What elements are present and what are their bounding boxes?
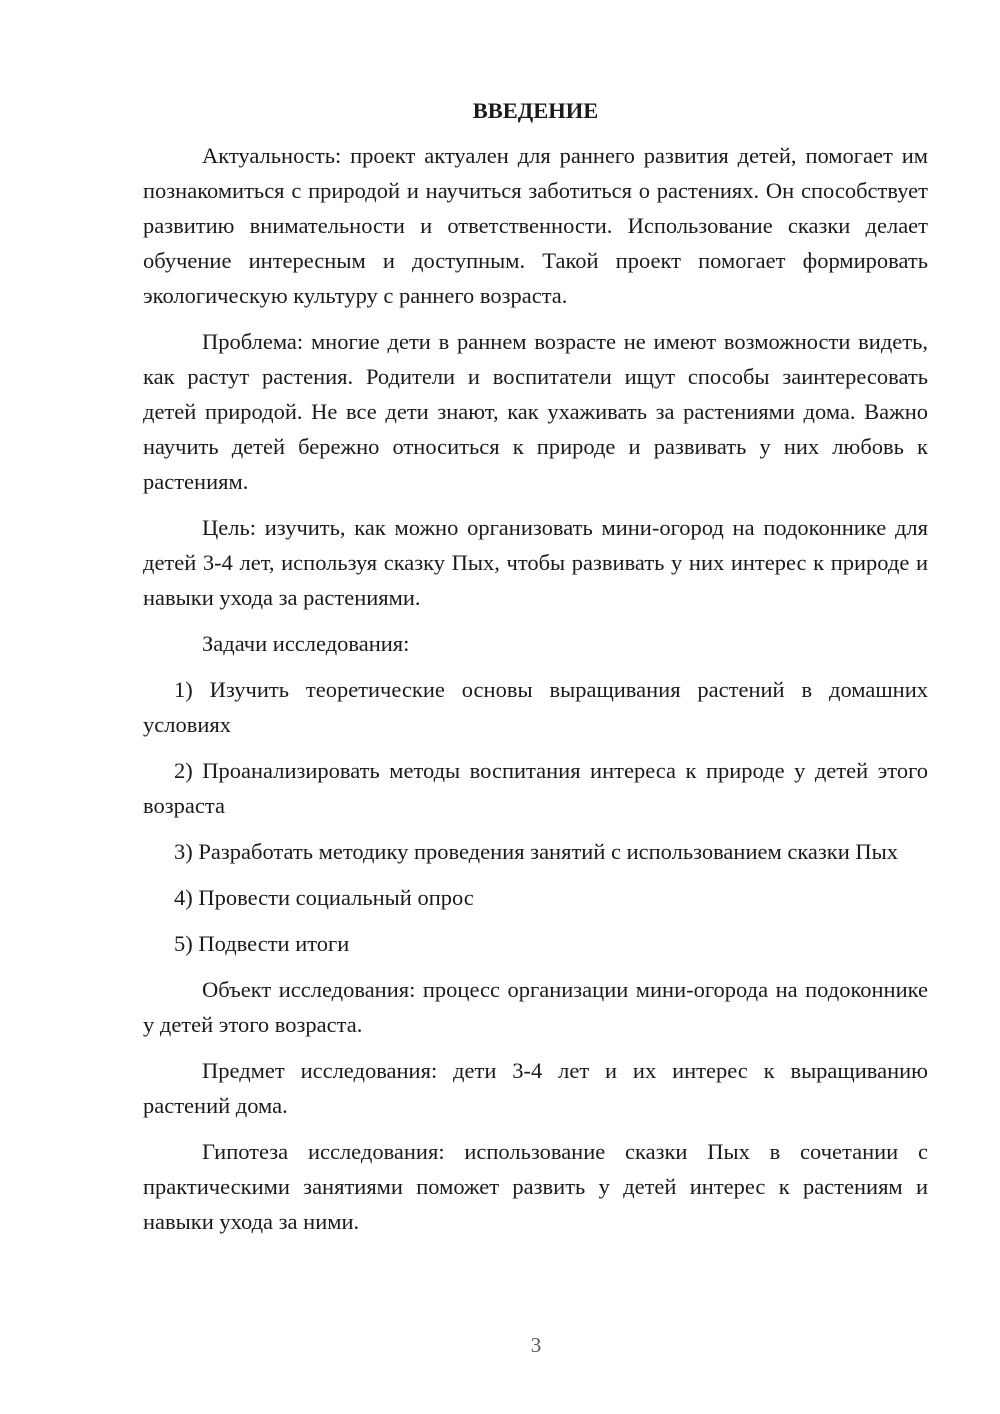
task-item: 2) Проанализировать методы воспитания интереса к природе у детей этого возраста <box>143 758 928 818</box>
hypothesis-paragraph: Гипотеза исследования: использование сказки Пых в сочетании с практическими занятиями поможет развить у детей интерес к растениям и навыки ухода за ними. <box>143 1139 928 1234</box>
task-item: 3) Разработать методику проведения занятий с использованием сказки Пых <box>174 839 899 864</box>
goal-paragraph: Цель: изучить, как можно организовать мини-огород на подоконнике для детей 3-4 лет, используя сказку Пых, чтобы развивать у них интерес к природе и навыки ухода за растениями. <box>143 515 928 610</box>
tasks-list <box>143 672 928 961</box>
relevance-paragraph: Актуальность: проект актуален для раннего развития детей, помогает им познакомиться с природой и научиться заботиться о растениях. Он способствует развитию внимательности и ответственности. Использование сказки делает обучение интересным и доступным. Такой проект помогает формировать экологическую культуру с раннего возраста. <box>143 143 928 308</box>
task-item: 1) Изучить теоретические основы выращивания растений в домашних условиях <box>143 677 928 737</box>
task-item: 5) Подвести итоги <box>174 931 350 956</box>
task-item: 4) Провести социальный опрос <box>174 885 474 910</box>
document-page <box>143 93 928 1250</box>
subject-paragraph: Предмет исследования: дети 3-4 лет и их интерес к выращиванию растений дома. <box>143 1058 928 1118</box>
tasks-heading: Задачи исследования: <box>202 631 410 656</box>
page-number: 3 <box>530 1333 542 1357</box>
page-title: ВВЕДЕНИЕ <box>472 98 599 123</box>
object-paragraph: Объект исследования: процесс организации мини-огорода на подоконнике у детей этого возраста. <box>143 977 928 1037</box>
problem-paragraph: Проблема: многие дети в раннем возрасте не имеют возможности видеть, как растут растения. Родители и воспитатели ищут способы заинтересовать детей природой. Не все дети знают, как ухаживать за растениями дома. Важно научить детей бережно относиться к природе и развивать у них любовь к растениям. <box>143 329 928 494</box>
